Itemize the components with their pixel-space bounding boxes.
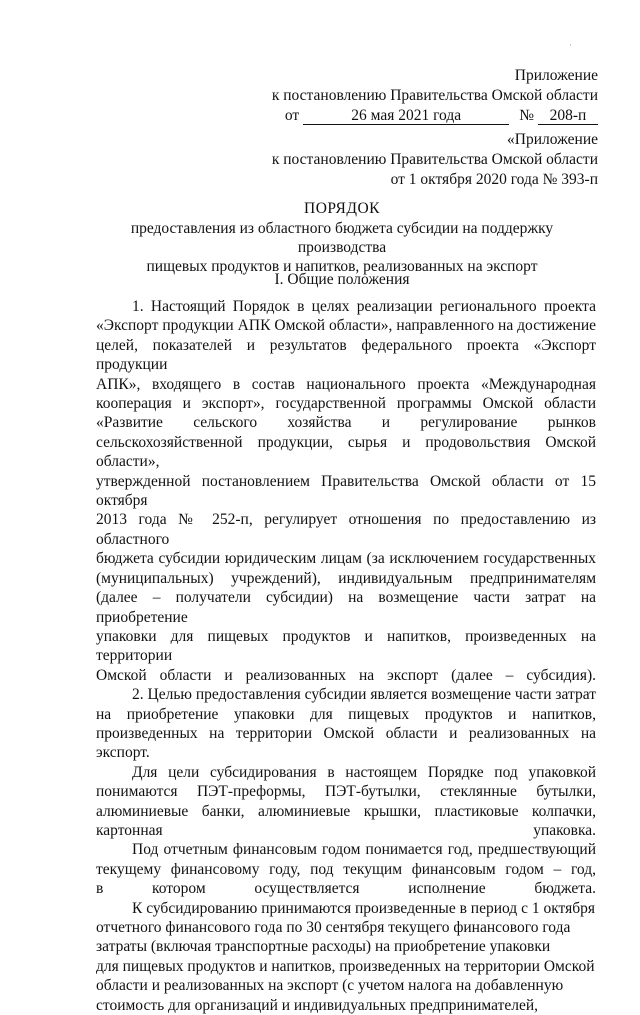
text-line: (далее – получатели субсидии) на возмещение части затрат на приобретение xyxy=(96,589,596,626)
appendix-label: Приложение xyxy=(514,67,598,84)
resolution-date: 26 мая 2021 года xyxy=(303,107,509,125)
text-line: области и реализованных на экспорт (с учетом налога на добавленную xyxy=(96,977,564,995)
text-line: Для цели субсидирования в настоящем Порядке под упаковкой xyxy=(132,763,596,781)
text-line: кооперация и экспорт», государственной программы Омской области xyxy=(96,395,596,413)
prior-resolution-date-number: от 1 октября 2020 года № 393-п xyxy=(390,171,598,188)
date-prefix: от xyxy=(284,107,300,124)
title-line-1: предоставления из областного бюджета субсидии на поддержку производства xyxy=(130,220,554,256)
text-line: целей, показателей и результатов федерального проекта «Экспорт продукции xyxy=(96,336,596,374)
text-line: в котором осуществляется исполнение бюджета. xyxy=(96,880,596,898)
text-line: К субсидированию принимаются произведенные в период с 1 октября xyxy=(132,899,595,917)
text-line: на приобретение упаковки для пищевых продуктов и напитков, xyxy=(96,705,596,723)
paragraph xyxy=(96,840,596,898)
scan-speck xyxy=(570,44,571,46)
text-line: понимаются ПЭТ-преформы, ПЭТ-бутылки, стеклянные бутылки, xyxy=(96,783,596,801)
text-line: упаковки для пищевых продуктов и напитков, произведенных на территории xyxy=(96,627,596,665)
text-line: 2013 года № 252-п, регулирует отношения по предоставлению из областного xyxy=(96,511,596,548)
prior-resolution-line: к постановлению Правительства Омской области xyxy=(271,151,598,168)
text-line: Под отчетным финансовым годом понимается год, предшествующий xyxy=(132,841,596,859)
text-line: утвержденной постановлением Правительства Омской области от 15 октября xyxy=(96,472,596,510)
resolution-number: 208-п xyxy=(538,107,598,125)
paragraph xyxy=(96,685,596,763)
paragraph xyxy=(96,899,596,1015)
text-line: для пищевых продуктов и напитков, произведенных на территории Омской xyxy=(96,957,595,975)
paragraph xyxy=(96,297,596,685)
section-heading: I. Общие положения xyxy=(274,271,410,288)
number-sign: № xyxy=(519,107,534,124)
appendix-header xyxy=(272,66,598,126)
paragraph xyxy=(96,763,596,841)
appendix-resolution-line: к постановлению Правительства Омской области xyxy=(271,87,598,104)
text-line: Омской области и реализованных на экспорт (далее – субсидия). xyxy=(96,666,596,684)
text-line: «Развитие сельского хозяйства и регулирование рынков xyxy=(96,414,596,432)
text-line: затраты (включая транспортные расходы) на приобретение упаковки xyxy=(96,938,551,956)
document-title xyxy=(88,199,596,276)
text-line: 1. Настоящий Порядок в целях реализации регионального проекта xyxy=(132,298,596,315)
text-line: текущему финансовому году, под текущим финансовым годом – год, xyxy=(96,860,596,878)
text-line: стоимость для организаций и индивидуальных предпринимателей, xyxy=(96,996,539,1014)
title-word: ПОРЯДОК xyxy=(304,200,380,217)
text-line: бюджета субсидии юридическим лицам (за исключением государственных xyxy=(96,550,596,568)
prior-appendix-label: «Приложение xyxy=(507,131,598,148)
text-line: сельскохозяйственной продукции, сырья и продовольствия Омской области», xyxy=(96,433,596,471)
text-line: АПК», входящего в состав национального проекта «Международная xyxy=(96,375,596,393)
text-line: отчетного финансового года по 30 сентября текущего финансового года xyxy=(96,919,571,936)
text-line: произведенных на территории Омской области и реализованных на экспорт. xyxy=(96,724,596,762)
text-line: (муниципальных) учреждений), индивидуальным предпринимателям xyxy=(96,569,596,587)
text-line: 2. Целью предоставления субсидии является возмещение части затрат xyxy=(132,686,596,704)
text-line: картонная упаковка. xyxy=(96,821,596,839)
title-line-2: пищевых продуктов и напитков, реализованных на экспорт xyxy=(146,258,538,275)
appendix-date-number-line xyxy=(272,106,598,126)
text-line: «Экспорт продукции АПК Омской области», направленного на достижение xyxy=(96,317,596,335)
text-line: алюминиевые банки, алюминиевые крышки, пластиковые колпачки, xyxy=(96,802,596,820)
document-body xyxy=(96,297,596,1015)
prior-appendix-header xyxy=(272,130,598,190)
